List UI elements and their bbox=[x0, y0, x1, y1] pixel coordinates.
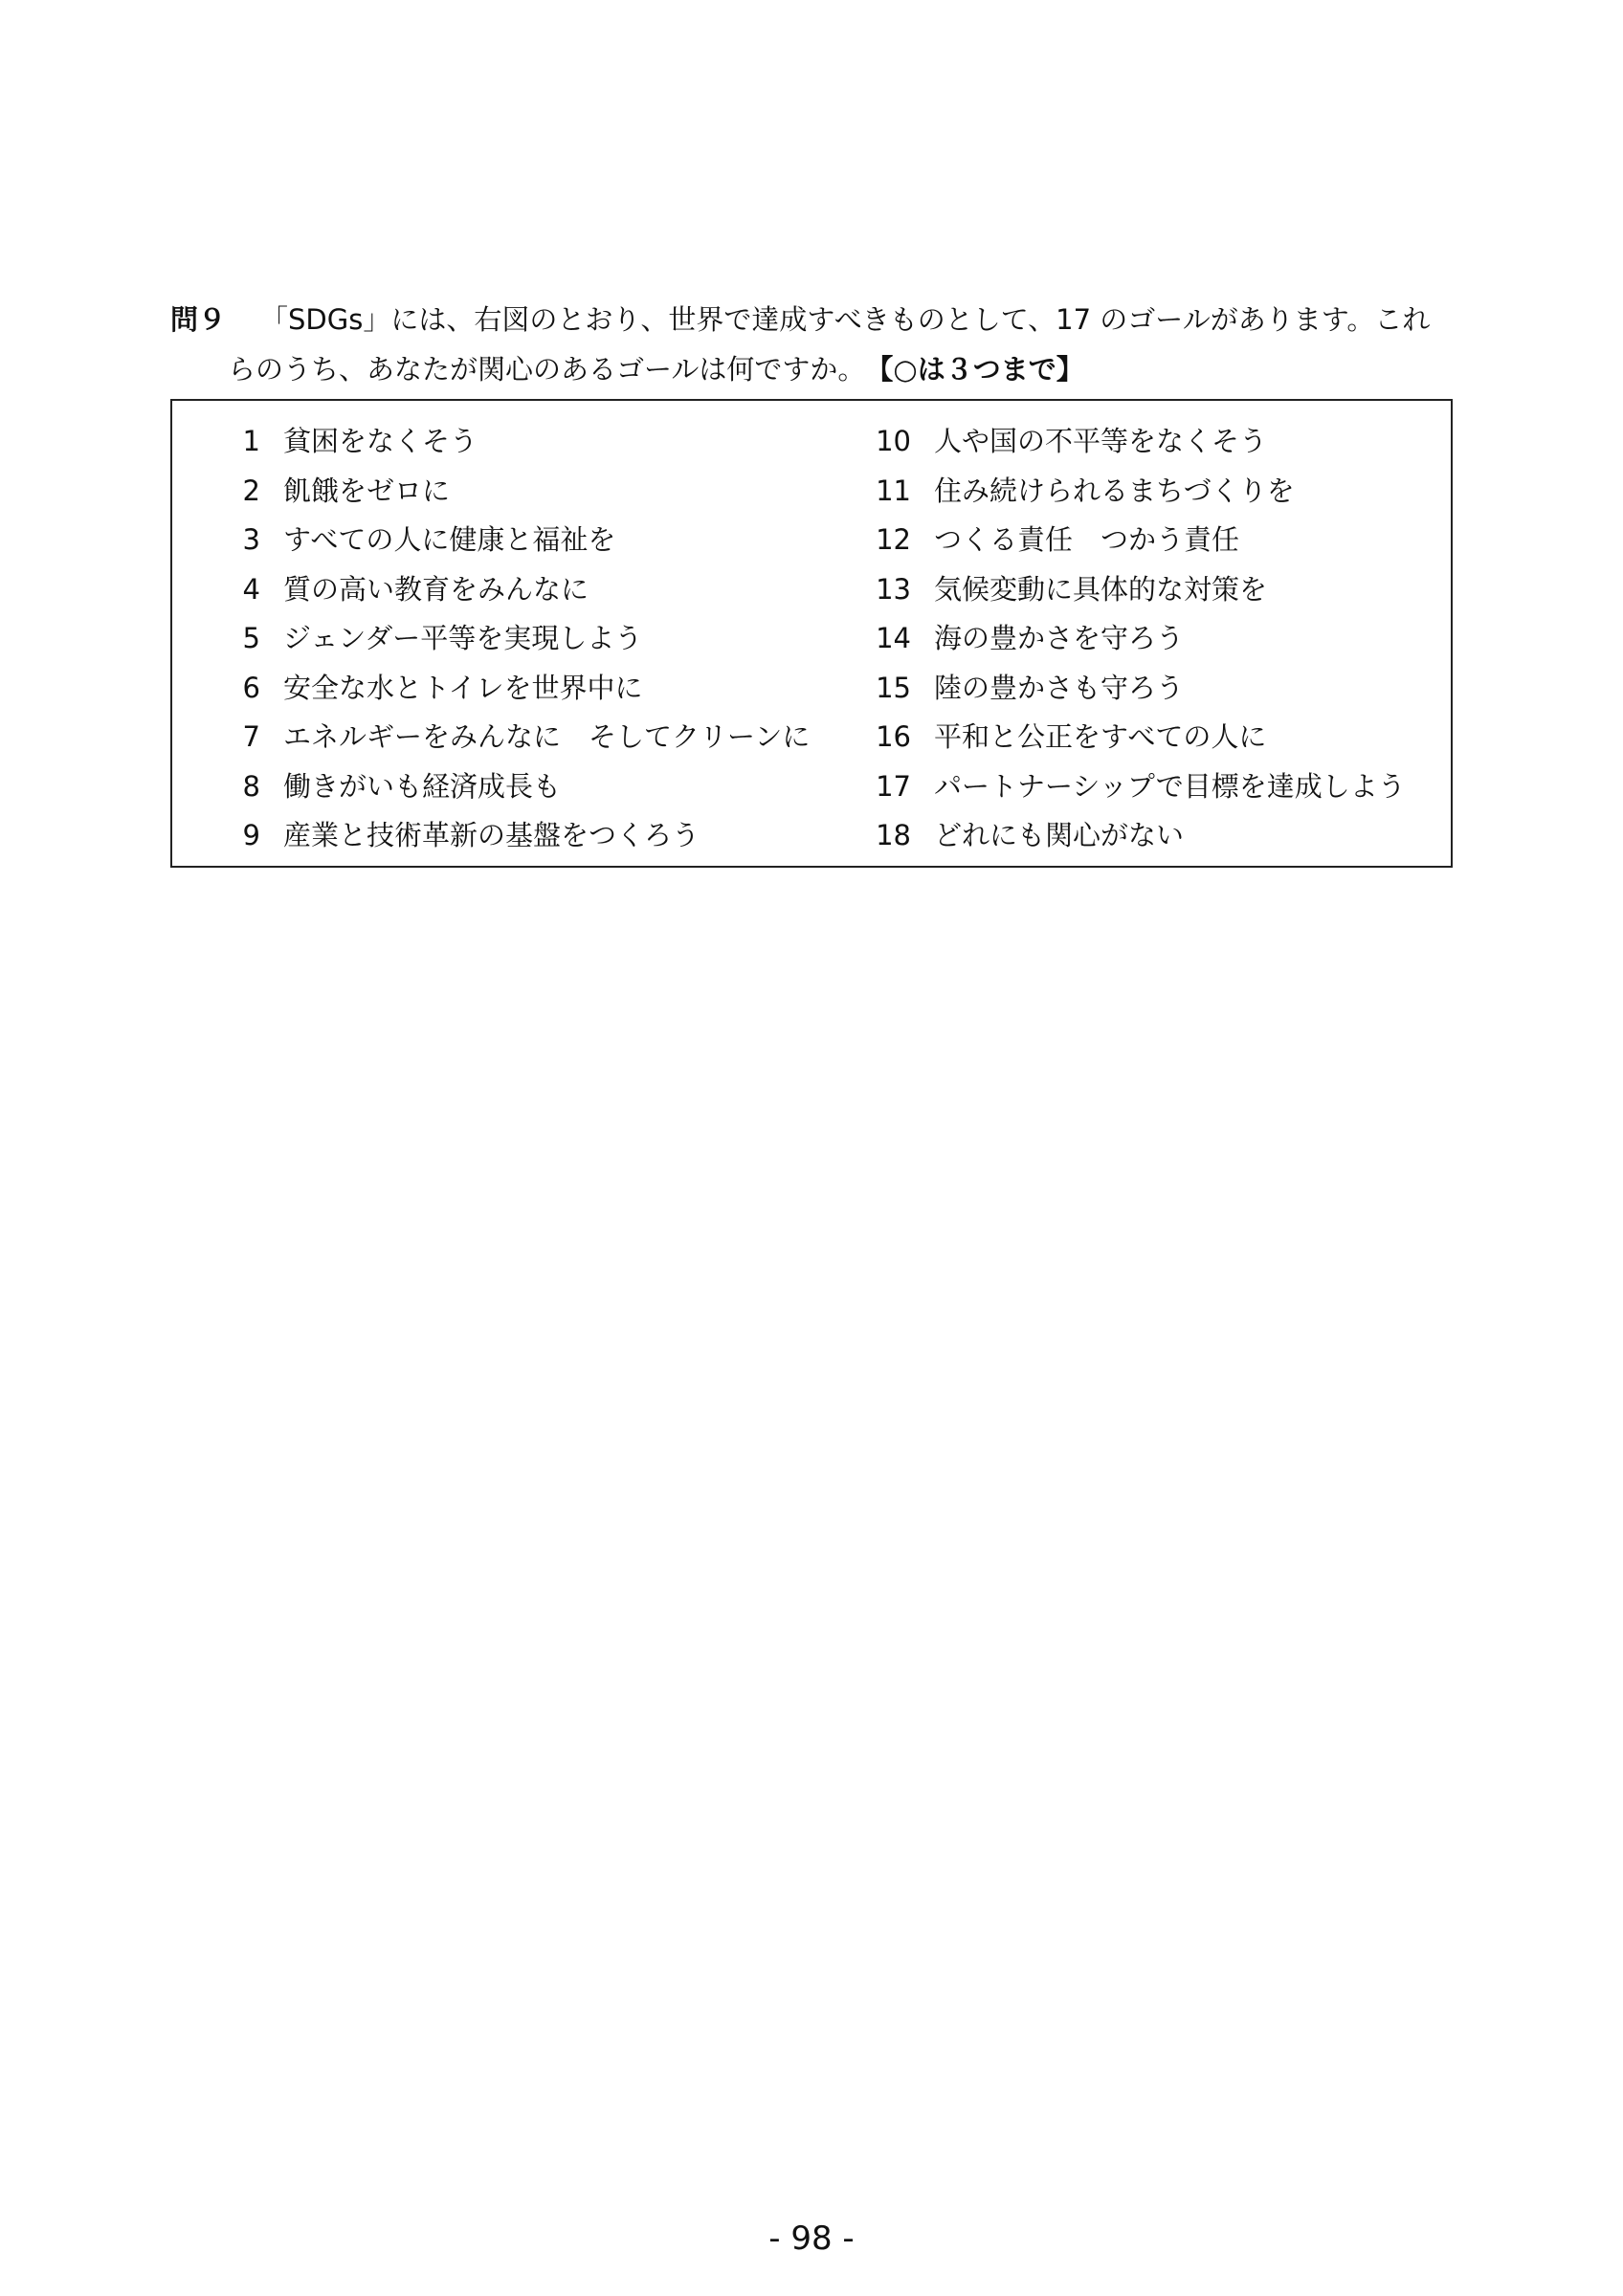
option-number: 6 bbox=[242, 671, 260, 704]
option-number: 1 bbox=[242, 425, 260, 457]
option-label: 平和と公正をすべての人に bbox=[934, 720, 1267, 753]
option-16[interactable] bbox=[869, 716, 1406, 765]
option-4[interactable] bbox=[239, 568, 810, 618]
question-block bbox=[170, 295, 1472, 394]
option-8[interactable] bbox=[239, 765, 810, 815]
option-label: エネルギーをみんなに そしてクリーンに bbox=[283, 720, 811, 753]
option-number: 4 bbox=[242, 572, 260, 606]
question-text-line-2: らのうち、あなたが関心のあるゴールは何ですか。 bbox=[228, 353, 866, 386]
option-number: 3 bbox=[242, 523, 260, 556]
option-label: 飢餓をゼロに bbox=[283, 474, 451, 507]
option-number: 12 bbox=[876, 523, 911, 556]
option-10[interactable] bbox=[869, 420, 1406, 470]
question-line-2 bbox=[170, 344, 1472, 394]
answer-instruction: 【○は３つまで】 bbox=[865, 353, 1084, 386]
option-14[interactable] bbox=[869, 617, 1406, 667]
option-label: すべての人に健康と福祉を bbox=[283, 523, 616, 556]
option-number: 10 bbox=[876, 425, 911, 457]
option-1[interactable] bbox=[239, 420, 810, 470]
option-number: 16 bbox=[876, 720, 911, 753]
page-number: - 98 - bbox=[768, 2219, 855, 2258]
option-number: 15 bbox=[876, 671, 911, 704]
option-2[interactable] bbox=[239, 470, 810, 519]
question-text-line-1: 「SDGs」には、右図のとおり、世界で達成すべきものとして、17 のゴールがあります。これ bbox=[260, 303, 1431, 336]
option-label: 貧困をなくそう bbox=[283, 425, 478, 457]
options-box bbox=[170, 399, 1453, 868]
options-column-left bbox=[239, 420, 810, 864]
question-label: 問９ bbox=[170, 303, 227, 336]
option-label: 安全な水とトイレを世界中に bbox=[283, 671, 643, 704]
option-label: 海の豊かさを守ろう bbox=[934, 622, 1185, 654]
option-11[interactable] bbox=[869, 470, 1406, 519]
option-number: 11 bbox=[876, 474, 911, 507]
option-number: 8 bbox=[242, 769, 260, 803]
option-label: 陸の豊かさも守ろう bbox=[934, 671, 1185, 704]
option-label: つくる責任 つかう責任 bbox=[934, 523, 1240, 556]
option-3[interactable] bbox=[239, 519, 810, 568]
option-6[interactable] bbox=[239, 667, 810, 717]
option-label: 産業と技術革新の基盤をつくろう bbox=[283, 819, 700, 851]
option-label: どれにも関心がない bbox=[934, 819, 1185, 851]
option-label: パートナーシップで目標を達成しよう bbox=[934, 769, 1406, 803]
options-column-right bbox=[869, 420, 1406, 864]
option-number: 7 bbox=[242, 720, 260, 753]
option-label: 気候変動に具体的な対策を bbox=[934, 572, 1268, 606]
option-label: 働きがいも経済成長も bbox=[283, 769, 562, 803]
option-15[interactable] bbox=[869, 667, 1406, 717]
option-number: 17 bbox=[876, 769, 911, 803]
option-label: 質の高い教育をみんなに bbox=[283, 572, 589, 606]
option-12[interactable] bbox=[869, 519, 1406, 568]
option-number: 2 bbox=[242, 474, 260, 507]
option-7[interactable] bbox=[239, 716, 810, 765]
option-label: 人や国の不平等をなくそう bbox=[934, 425, 1268, 457]
question-line-1 bbox=[170, 295, 1472, 344]
option-17[interactable] bbox=[869, 765, 1406, 815]
option-9[interactable] bbox=[239, 814, 810, 864]
option-label: 住み続けられるまちづくりを bbox=[934, 474, 1295, 507]
option-5[interactable] bbox=[239, 617, 810, 667]
option-number: 14 bbox=[876, 622, 911, 654]
option-13[interactable] bbox=[869, 568, 1406, 618]
option-number: 9 bbox=[242, 819, 260, 851]
option-18[interactable] bbox=[869, 814, 1406, 864]
option-label: ジェンダー平等を実現しよう bbox=[283, 622, 643, 654]
option-number: 13 bbox=[876, 572, 911, 606]
option-number: 18 bbox=[876, 819, 911, 851]
option-number: 5 bbox=[242, 622, 260, 654]
